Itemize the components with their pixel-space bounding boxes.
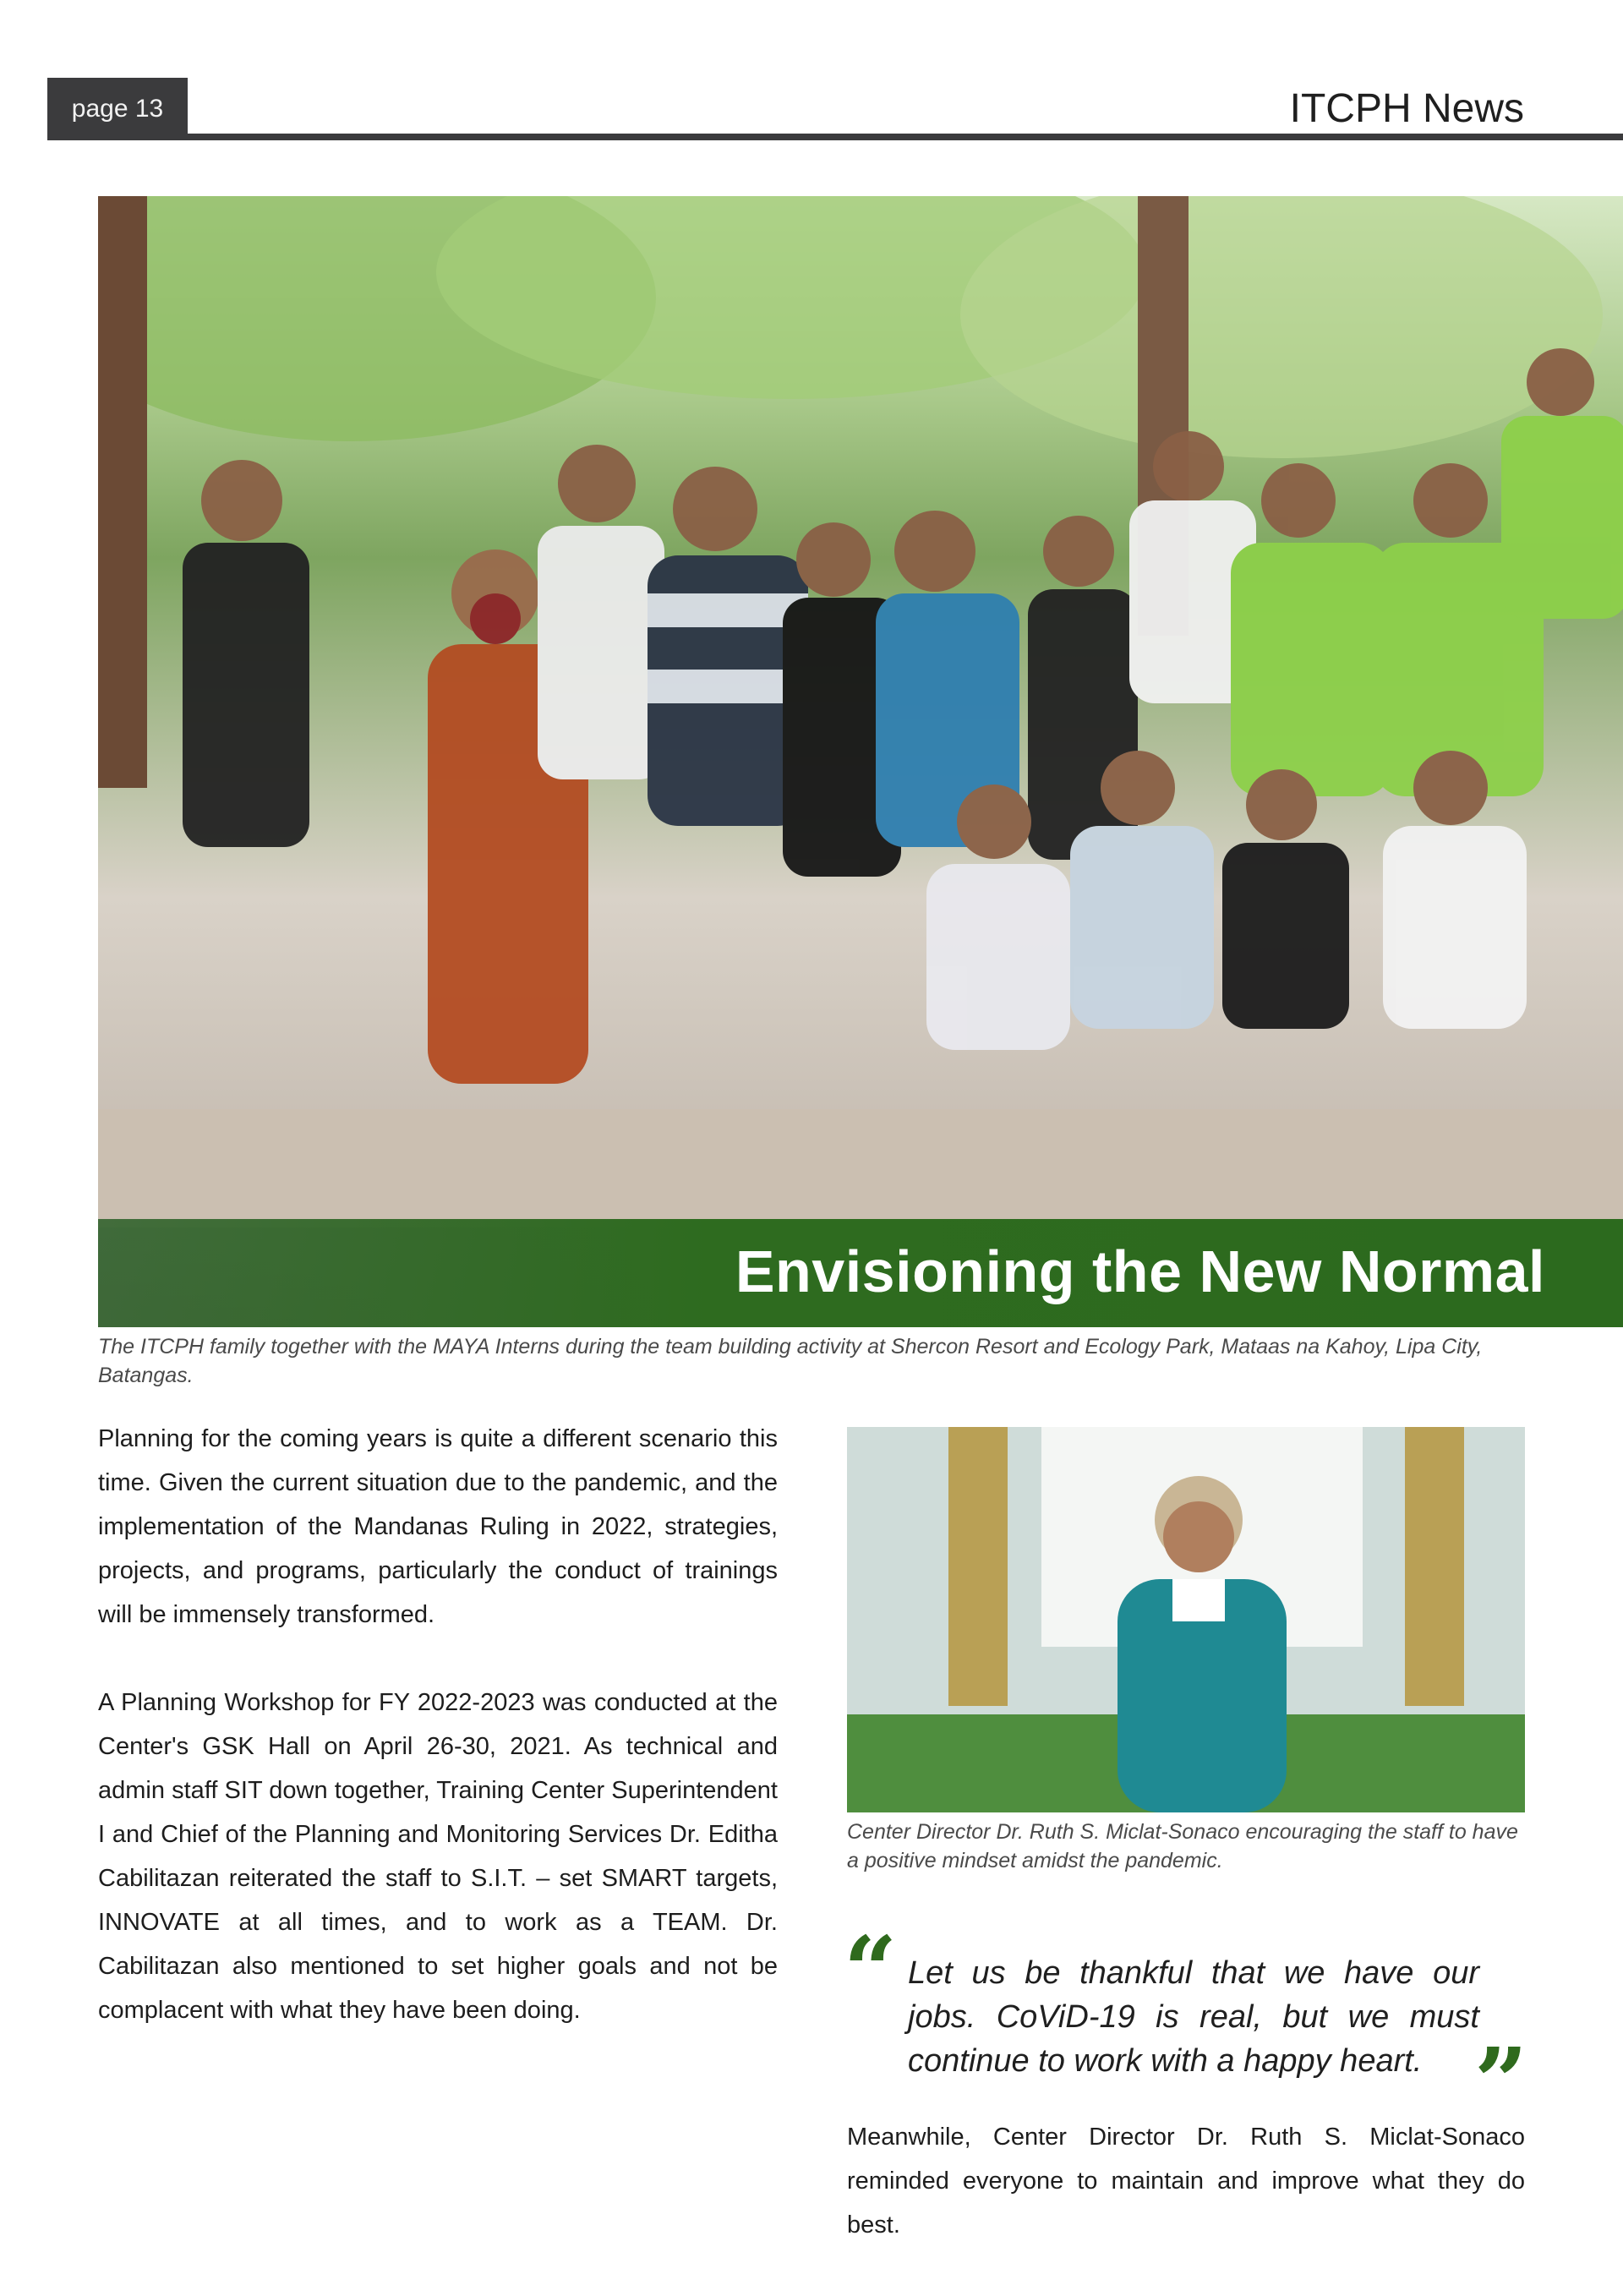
closing-paragraph: Meanwhile, Center Director Dr. Ruth S. Miclat-Sonaco reminded everyone to maintain and improve what they do best. [847,2124,1525,2239]
group-photo-illustration [98,196,1623,1327]
speaker-photo-caption: Center Director Dr. Ruth S. Miclat-Sonaco encouraging the staff to have a positive mindset amidst the pandemic. [847,1820,1518,1872]
publication-title: ITCPH News [1289,86,1524,131]
header-rule [188,134,1623,140]
article-paragraph-2: A Planning Workshop for FY 2022-2023 was conducted at the Center's GSK Hall on April 26-30, 2021. As technical and admin staff SIT down together, Training Center Superintendent I and Chief of the Planning and Monitoring Services Dr. Editha Cabilitazan reiterated the staff to S.I.T. – set SMART targets, INNOVATE at all times, and to work as a TEAM. Dr. Cabilitazan also mentioned to set higher goals and not be complacent with what they have been doing. [98,1689,778,2024]
pull-quote: Let us be thankful that we have our jobs. CoViD-19 is real, but we must continue to work with a happy heart. [908,1955,1479,2079]
article-title: Envisioning the New Normal [735,1238,1545,1304]
close-quote-mark: ” [1474,2027,1528,2136]
hero-photo [98,196,1623,1327]
speaker-photo [847,1427,1525,1812]
page-number-tab: page 13 [47,78,188,140]
speaker-photo-illustration [847,1427,1525,1812]
hero-photo-caption: The ITCPH family together with the MAYA Interns during the team building activity at Shercon Resort and Ecology Park, Mataas na Kahoy, Lipa City, Batangas. [98,1335,1483,1387]
article-body [98,1417,778,2076]
article-paragraph-1: Planning for the coming years is quite a different scenario this time. Given the current situation due to the pandemic, and the implementation of the Mandanas Ruling in 2022, strategies, projects, and programs, particularly the conduct of trainings will be immensely transformed. [98,1425,778,1628]
open-quote-mark: “ [844,1916,898,2025]
